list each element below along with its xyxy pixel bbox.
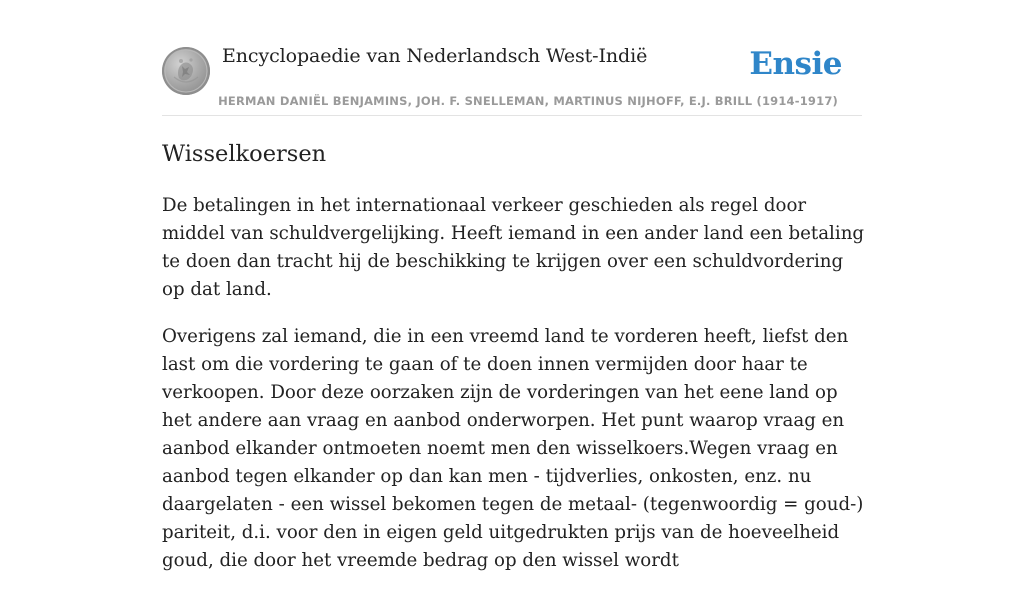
article-paragraph: Overigens zal iemand, die in een vreemd land te vorderen heeft, liefst den last om die vordering te gaan of te doen innen vermijden door haar te verkoopen. Door deze oorzaken zijn de vorderingen van het eene land op het andere aan vraag en aanbod onderworpen. Het punt waarop vraag en aanbod elkander ontmoeten noemt men den wisselkoers.Wegen vraag en aanbod tegen elkander op dan kan men - tijdverlies, onkosten, enz. nu daargelaten - een wissel bekomen tegen de metaal- (tegenwoordig = goud-) pariteit, d.i. voor den in eigen geld uitgedrukten prijs van de hoeveelheid goud, die door het vreemde bedrag op den wissel wordt xyxy=(162,326,864,571)
content-container xyxy=(162,0,865,571)
authors-line: HERMAN DANIËL BENJAMINS, JOH. F. SNELLEMAN, MARTINUS NIJHOFF, E.J. BRILL (1914-1917) xyxy=(218,94,838,108)
article-paragraph: De betalingen in het internationaal verkeer geschieden als regel door middel van schuldvergelijking. Heeft iemand in een ander land een betaling te doen dan tracht hij de beschikking te krijgen over een schuldvordering op dat land. xyxy=(162,195,865,300)
encyclopedia-title[interactable]: Encyclopaedie van Nederlandsch West-Indië xyxy=(222,45,648,67)
article-title: Wisselkoersen xyxy=(162,141,327,167)
header xyxy=(162,0,862,116)
coin-logo-icon[interactable] xyxy=(162,47,210,95)
article-body xyxy=(162,192,868,594)
brand-logo[interactable]: Ensie xyxy=(749,46,842,82)
